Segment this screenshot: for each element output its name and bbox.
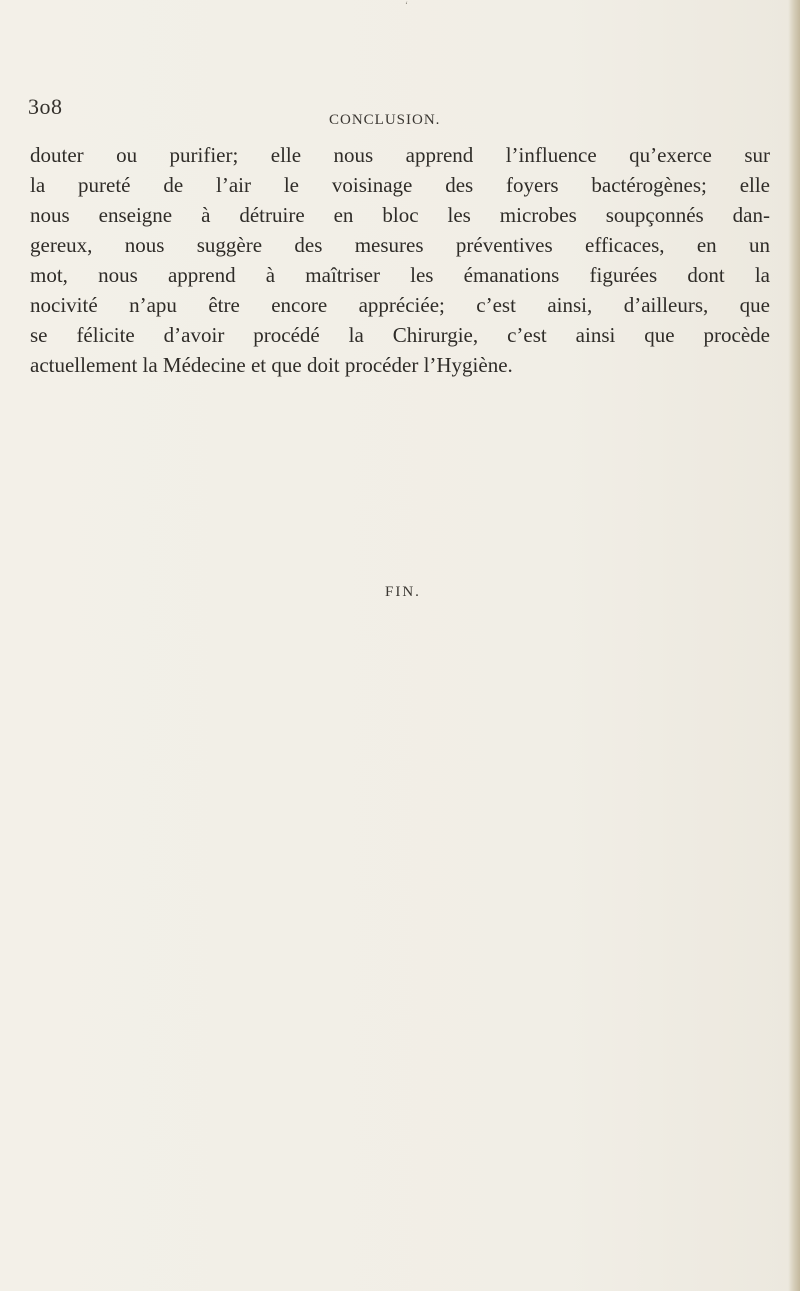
text-line: gereux, nous suggère des mesures préventives efficaces, en un (30, 233, 770, 257)
end-mark: FIN. (385, 584, 421, 600)
running-head: CONCLUSION. (329, 112, 441, 128)
conclusion-paragraph (30, 140, 770, 380)
text-line: actuellement la Médecine et que doit procéder l’Hygiène. (30, 353, 513, 377)
text-line: nocivité n’apu être encore appréciée; c’est ainsi, d’ailleurs, que (30, 293, 770, 317)
top-print-mark: ʻ (405, 0, 408, 10)
text-line: nous enseigne à détruire en bloc les microbes soupçonnés dan- (30, 203, 770, 227)
text-line: mot, nous apprend à maîtriser les émanations figurées dont la (30, 263, 770, 287)
page-edge-shadow (788, 0, 800, 1291)
page-number: 3o8 (28, 94, 63, 119)
text-line: douter ou purifier; elle nous apprend l’influence qu’exerce sur (30, 143, 770, 167)
text-line: la pureté de l’air le voisinage des foyers bactérogènes; elle (30, 173, 770, 197)
text-line: se félicite d’avoir procédé la Chirurgie, c’est ainsi que procède (30, 323, 770, 347)
